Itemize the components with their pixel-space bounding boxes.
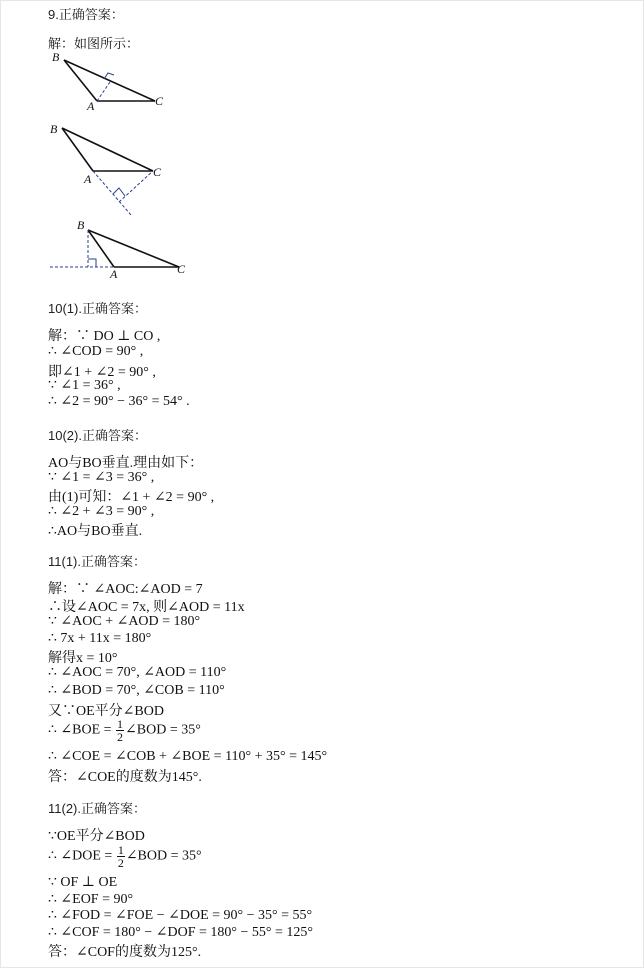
q9-header: 9.正确答案：	[48, 7, 124, 22]
fraction-numerator: 1	[117, 843, 124, 857]
q10-1-line-3: 即∠1 + ∠2 = 90° ,	[48, 365, 156, 380]
q11-1-line-2: ∴设∠AOC = 7x, 则∠AOD = 11x	[48, 600, 245, 615]
q11-2-line-1: ∵OE平分∠BOD	[48, 829, 145, 844]
q11-2-header: 11(2).正确答案：	[48, 801, 146, 816]
fraction-denominator: 2	[117, 856, 124, 870]
q11-2-line-3: ∵ OF ⊥ OE	[48, 875, 118, 890]
q11-1-line-9-prefix: ∴ ∠BOE =	[48, 722, 116, 738]
q11-2-line-5: ∴ ∠FOD = ∠FOE − ∠DOE = 90° − 35° = 55°	[48, 908, 313, 923]
q9-intro: 解：如图所示：	[48, 36, 140, 51]
q9-fig1-label-C: C	[155, 94, 164, 108]
q11-1-line-9-suffix: ∠BOD = 35°	[125, 722, 201, 738]
q10-2-line-3: 由(1)可知：∠1 + ∠2 = 90° ,	[48, 490, 215, 505]
q11-2-fraction	[117, 844, 125, 869]
fraction-denominator: 2	[117, 730, 124, 744]
q10-1-line-4: ∵ ∠1 = 36° ,	[48, 378, 121, 393]
q11-2-line-2-prefix: ∴ ∠DOE =	[48, 848, 116, 864]
q10-2-line-1: AO与BO垂直.理由如下：	[48, 456, 204, 471]
q11-2-line-2	[48, 844, 202, 869]
q9-figure-2	[40, 118, 180, 218]
q11-1-line-7: ∴ ∠BOD = 70°, ∠COB = 110°	[48, 683, 225, 698]
q11-1-line-6: ∴ ∠AOC = 70°, ∠AOD = 110°	[48, 665, 227, 680]
q10-1-header: 10(1).正确答案：	[48, 301, 147, 316]
q10-1-line-1: 解：∵ DO ⊥ CO ,	[48, 329, 161, 344]
q10-2-header: 10(2).正确答案：	[48, 428, 147, 443]
q10-1-line-5: ∴ ∠2 = 90° − 36° = 54° .	[48, 394, 190, 409]
q9-figure-3	[44, 216, 194, 282]
q11-1-line-4: ∴ 7x + 11x = 180°	[48, 631, 152, 646]
fraction-numerator: 1	[117, 717, 124, 731]
q10-2-line-5: ∴AO与BO垂直.	[48, 524, 143, 539]
q11-1-line-5: 解得x = 10°	[48, 651, 118, 666]
q9-fig3-label-A: A	[110, 267, 118, 281]
q11-1-line-8: 又∵OE平分∠BOD	[48, 704, 164, 719]
q11-2-line-4: ∴ ∠EOF = 90°	[48, 892, 134, 907]
q11-1-line-9	[48, 718, 201, 743]
q9-fig1-label-B: B	[52, 50, 60, 64]
q11-1-fraction	[116, 718, 124, 743]
q9-fig2-label-C: C	[153, 165, 162, 179]
q11-1-line-11: 答：∠COE的度数为145°.	[48, 770, 202, 785]
q9-fig3-label-C: C	[177, 262, 186, 276]
q11-1-line-1: 解：∵ ∠AOC:∠AOD = 7	[48, 582, 203, 597]
q10-2-line-4: ∴ ∠2 + ∠3 = 90° ,	[48, 504, 155, 519]
q11-1-line-10: ∴ ∠COE = ∠COB + ∠BOE = 110° + 35° = 145°	[48, 749, 328, 764]
q11-1-header: 11(1).正确答案：	[48, 554, 146, 569]
q10-2-line-2: ∵ ∠1 = ∠3 = 36° ,	[48, 470, 155, 485]
q11-2-line-7: 答：∠COF的度数为125°.	[48, 945, 202, 960]
q11-2-line-6: ∴ ∠COF = 180° − ∠DOF = 180° − 55° = 125°	[48, 925, 313, 940]
q9-fig3-label-B: B	[77, 218, 85, 232]
q10-1-line-2: ∴ ∠COD = 90° ,	[48, 344, 144, 359]
q9-figure-1	[40, 48, 180, 114]
q9-fig1-label-A: A	[87, 99, 95, 113]
q9-fig2-label-A: A	[84, 172, 92, 186]
q9-fig2-label-B: B	[50, 122, 58, 136]
q11-1-line-3: ∵ ∠AOC + ∠AOD = 180°	[48, 614, 201, 629]
q11-2-line-2-suffix: ∠BOD = 35°	[125, 848, 202, 864]
